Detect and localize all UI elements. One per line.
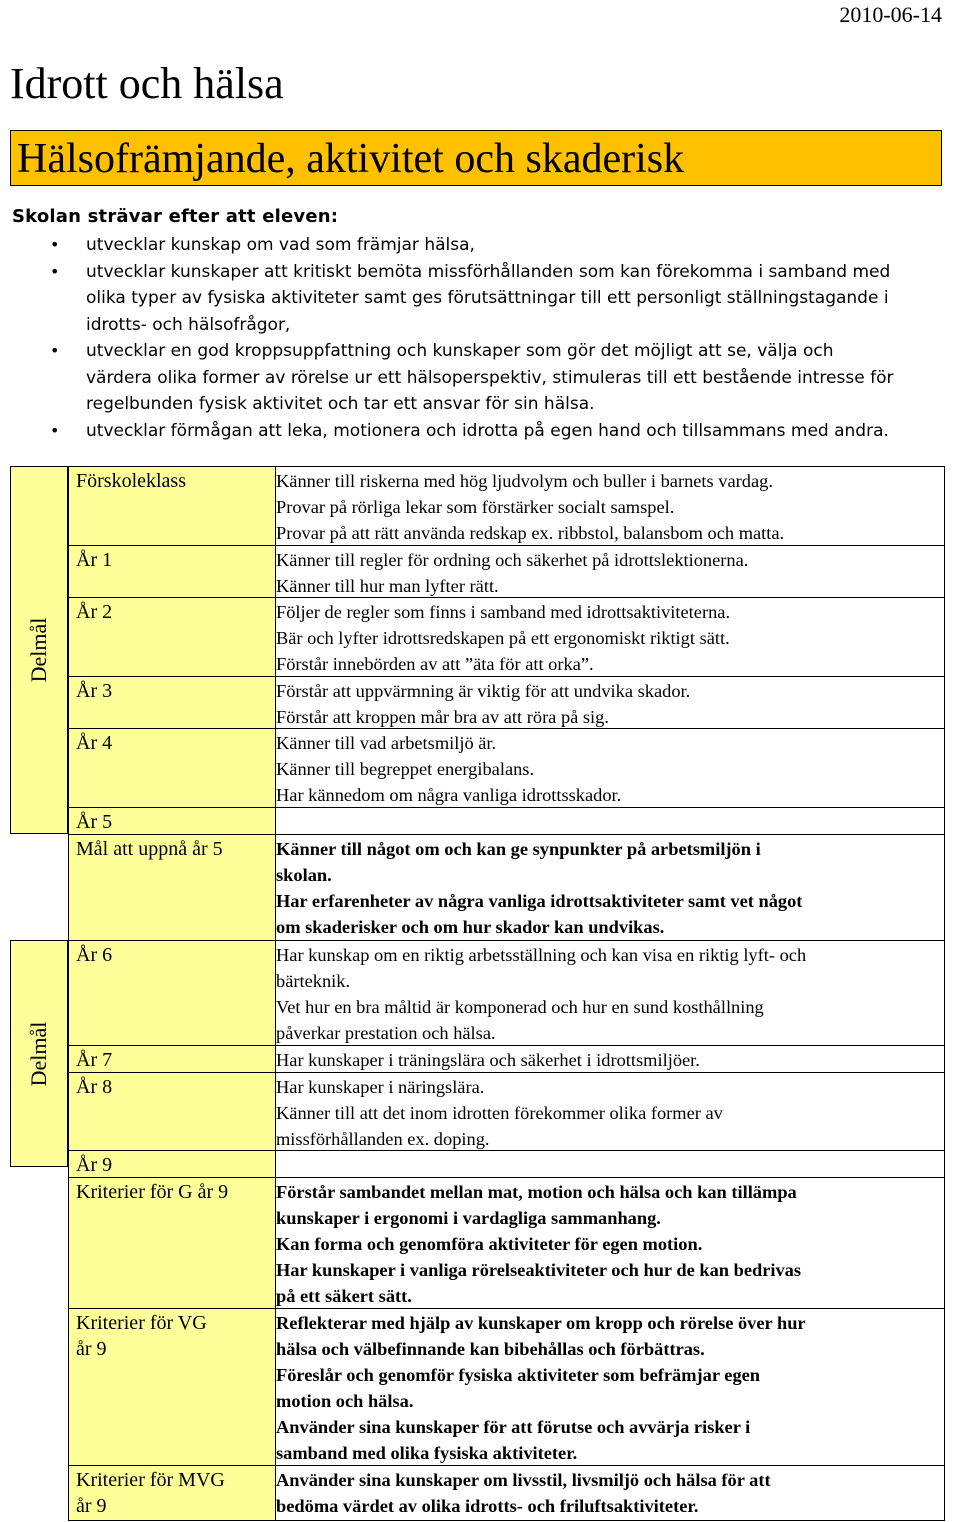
row-divider: [68, 545, 945, 546]
year-cell: [76, 1047, 112, 1073]
goal-line: idrotts- och hälsofrågor,: [86, 314, 291, 335]
goal-text-line: Har kunskaper i träningslära och säkerhet i idrottsmiljöer.: [276, 1050, 700, 1070]
year-label: År 7: [76, 1049, 113, 1071]
row-divider: [68, 676, 945, 677]
year-label: År 9: [76, 1154, 113, 1176]
goal-text-cell: [276, 1074, 946, 1152]
goal-text-line: Föreslår och genomför fysiska aktiviteter som befrämjar egen: [276, 1365, 761, 1385]
row-divider: [68, 1150, 945, 1151]
year-cell: [76, 1179, 228, 1205]
goal-line: regelbunden fysisk aktivitet och tar ett ansvar för sin hälsa.: [86, 394, 595, 414]
side-label: Delmål: [26, 617, 51, 683]
year-label: År 1: [76, 549, 113, 571]
row-divider: [68, 834, 945, 835]
year-label: År 4: [76, 732, 113, 754]
year-label: år 9: [76, 1495, 107, 1517]
year-label: År 5: [76, 811, 113, 833]
goal-text-line: bedöma värdet av olika idrotts- och friluftsaktiviteter.: [276, 1496, 699, 1516]
goal-text-line: Reflekterar med hjälp av kunskaper om kropp och rörelse över hur: [276, 1313, 806, 1333]
year-label: Kriterier för G år 9: [76, 1181, 229, 1203]
goal-text-line: om skaderisker och om hur skador kan undvikas.: [276, 917, 665, 937]
intro-title: Skolan strävar efter att eleven:: [12, 206, 339, 227]
goal-text-line: Bär och lyfter idrottsredskapen på ett ergonomiskt riktigt sätt.: [276, 628, 730, 648]
row-divider: [68, 1465, 945, 1466]
goal-text-cell: [276, 1179, 946, 1309]
goal-text-line: Kan forma och genomföra aktiviteter för egen motion.: [276, 1234, 703, 1254]
goal-text-line: Förstår innebörden av att ”äta för att orka”.: [276, 654, 594, 674]
goal-text-line: missförhållanden ex. doping.: [276, 1129, 490, 1149]
year-label: År 8: [76, 1076, 113, 1098]
goal-text-line: Känner till begreppet energibalans.: [276, 759, 535, 779]
year-cell: [76, 809, 112, 835]
bullet-icon: •: [50, 420, 60, 440]
goal-text-cell: [276, 599, 946, 677]
row-divider: [68, 807, 945, 808]
row-divider: [68, 1072, 945, 1073]
year-cell: [76, 547, 112, 573]
banner-title: Hälsofrämjande, aktivitet och skaderisk: [17, 136, 685, 182]
goal-text-line: Har erfarenheter av några vanliga idrottsaktiviteter samt vet något: [276, 891, 803, 911]
year-label: År 2: [76, 601, 113, 623]
goal-line: värdera olika former av rörelse ur ett hälsoperspektiv, stimuleras till ett bestående intresse för: [86, 367, 894, 388]
goal-text-line: skolan.: [276, 865, 332, 885]
side-label-box-1: [10, 466, 68, 834]
goal-text-line: Har kännedom om några vanliga idrottsskador.: [276, 785, 622, 805]
goal-text-cell: [276, 1310, 946, 1466]
goal-text-line: på ett säkert sätt.: [276, 1286, 412, 1306]
goal-text-cell: [276, 547, 946, 599]
goal-text-line: Provar på rörliga lekar som förstärker socialt samspel.: [276, 497, 675, 517]
goal-text-cell: [276, 1047, 946, 1073]
goal-text-cell: [276, 730, 946, 808]
goal-text-line: samband med olika fysiska aktiviteter.: [276, 1443, 578, 1463]
goal-text-line: Känner till riskerna med hög ljudvolym och buller i barnets vardag.: [276, 471, 773, 491]
goal-text-line: Förstår att uppvärmning är viktig för att undvika skador.: [276, 681, 691, 701]
year-cell: [76, 1152, 112, 1178]
year-cell: [76, 1467, 225, 1519]
goal-text-line: Känner till något om och kan ge synpunkter på arbetsmiljön i: [276, 839, 761, 859]
goal-text-line: bärteknik.: [276, 971, 351, 991]
year-label: Kriterier för MVG: [76, 1469, 225, 1491]
goal-text-line: Använder sina kunskaper om livsstil, livsmiljö och hälsa för att: [276, 1470, 771, 1490]
side-label-box-2: [10, 940, 68, 1167]
goal-item: [0, 338, 960, 418]
goal-text-line: kunskaper i ergonomi i vardagliga sammanhang.: [276, 1208, 661, 1228]
goal-text-cell: [276, 468, 946, 546]
row-divider: [68, 597, 945, 598]
goal-text-line: hälsa och välbefinnande kan bibehållas och förbättras.: [276, 1339, 705, 1359]
goal-line: olika typer av fysiska aktiviteter samt ges förutsättningar till ett personligt ställningstagande i: [86, 288, 889, 308]
year-cell: [76, 836, 223, 862]
column-divider: [275, 466, 276, 1520]
row-divider: [68, 1177, 945, 1178]
goal-text-line: Har kunskap om en riktig arbetsställning och kan visa en riktig lyft- och: [276, 945, 807, 965]
goal-text-line: Har kunskaper i vanliga rörelseaktiviteter och hur de kan bedrivas: [276, 1260, 802, 1280]
goal-text-line: Känner till regler för ordning och säkerhet på idrottslektionerna.: [276, 550, 749, 570]
bullet-icon: •: [50, 261, 60, 281]
goal-text-line: påverkar prestation och hälsa.: [276, 1023, 496, 1043]
goal-text-cell: [276, 1467, 946, 1519]
year-label: Förskoleklass: [76, 470, 186, 492]
year-cell: [76, 678, 112, 704]
year-label: År 3: [76, 680, 113, 702]
goal-line: utvecklar kunskaper att kritiskt bemöta missförhållanden som kan förekomma i samband med: [86, 261, 891, 282]
section-banner: [10, 130, 942, 186]
goal-item: [0, 418, 960, 445]
bullet-icon: •: [50, 235, 60, 254]
column-divider: [68, 466, 69, 1520]
goal-text-line: motion och hälsa.: [276, 1391, 414, 1411]
year-label: Kriterier för VG: [76, 1312, 207, 1334]
year-cell: [76, 942, 112, 968]
year-label: Mål att uppnå år 5: [76, 838, 223, 860]
goal-text-line: Känner till vad arbetsmiljö är.: [276, 733, 497, 753]
goal-text-line: Följer de regler som finns i samband med idrottsaktiviteterna.: [276, 602, 731, 622]
side-label: Delmål: [26, 1021, 51, 1086]
goal-text-line: Provar på att rätt använda redskap ex. ribbstol, balansbom och matta.: [276, 523, 785, 543]
year-cell: [76, 1310, 207, 1362]
goal-list: [0, 232, 960, 444]
goal-text-line: Känner till att det inom idrotten förekommer olika former av: [276, 1103, 723, 1123]
goal-text-line: Förstår att kroppen mår bra av att röra på sig.: [276, 707, 609, 727]
goal-text-line: Vet hur en bra måltid är komponerad och hur en sund kosthållning: [276, 997, 764, 1017]
bullet-icon: •: [50, 341, 60, 360]
goal-text-cell: [276, 678, 946, 730]
year-cell: [76, 599, 112, 625]
column-divider: [944, 466, 945, 1520]
goal-text-line: Förstår sambandet mellan mat, motion och hälsa och kan tillämpa: [276, 1182, 797, 1202]
row-divider: [68, 1045, 945, 1046]
document-date: 2010-06-14: [839, 2, 942, 27]
page-title: Idrott och hälsa: [10, 59, 284, 108]
goal-text-cell: [276, 942, 946, 1046]
row-divider: [68, 466, 945, 467]
table-bottom-rule: [68, 1520, 945, 1521]
row-divider: [68, 1308, 945, 1309]
goal-text-cell: [276, 836, 946, 940]
goal-item: [0, 232, 960, 259]
goal-line: utvecklar förmågan att leka, motionera och idrotta på egen hand och tillsammans med andra.: [86, 420, 889, 441]
goal-text-line: Använder sina kunskaper för att förutse och avvärja risker i: [276, 1417, 751, 1437]
goal-item: [0, 259, 960, 339]
row-divider: [68, 728, 945, 729]
goal-line: utvecklar en god kroppsuppfattning och kunskaper som gör det möjligt att se, välja och: [86, 341, 834, 361]
goal-text-line: Känner till hur man lyfter rätt.: [276, 576, 499, 596]
year-label: År 6: [76, 944, 113, 966]
year-cell: [76, 730, 112, 756]
year-cell: [76, 1074, 112, 1100]
goal-line: utvecklar kunskap om vad som främjar hälsa,: [86, 235, 475, 255]
year-cell: [76, 468, 186, 494]
goal-text-line: Har kunskaper i näringslära.: [276, 1077, 485, 1097]
year-label: år 9: [76, 1338, 107, 1360]
row-divider: [68, 940, 945, 941]
